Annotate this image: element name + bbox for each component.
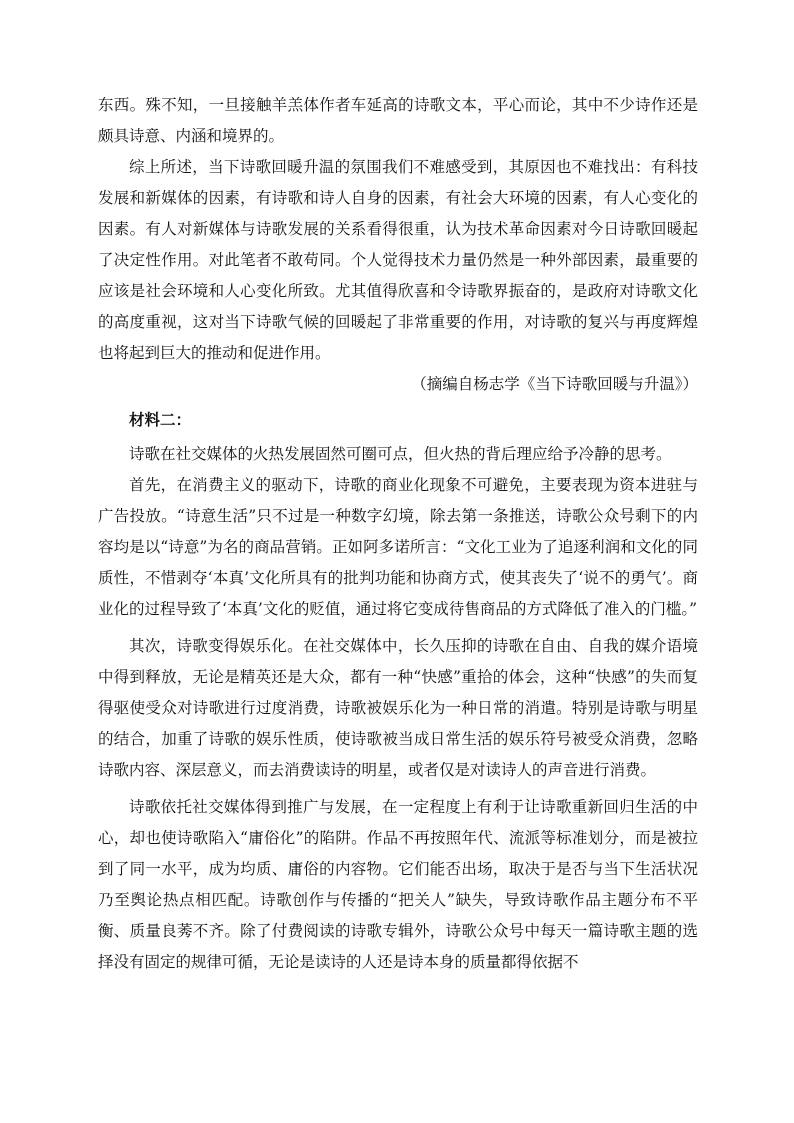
paragraph-summary: 综上所述，当下诗歌回暖升温的氛围我们不难感受到，其原因也不难找出：有科技发展和新媒体的因素，有诗歌和诗人自身的因素，有社会大环境的因素，有人心变化的因素。有人对新媒体与诗歌发展的关系看得很重，认为技术革命因素对今日诗歌回暖起了决定性作用。对此笔者不敢苟同。个人觉得技术力量仍然是一种外部因素，最重要的应该是社会环境和人心变化所致。尤其值得欣喜和令诗歌界振奋的，是政府对诗歌文化的高度重视，这对当下诗歌气候的回暖起了非常重要的作用，对诗歌的复兴与再度辉煌也将起到巨大的推动和促进作用。 xyxy=(98,158,698,362)
paragraph-continuation: 东西。殊不知，一旦接触羊羔体作者车延高的诗歌文本，平心而论，其中不少诗作还是颇具诗意、内涵和境界的。 xyxy=(98,96,698,145)
document-body xyxy=(98,90,698,978)
paragraph-entertainment: 其次，诗歌变得娱乐化。在社交媒体中，长久压抑的诗歌在自由、自我的媒介语境中得到释放，无论是精英还是大众，都有一种“快感”重拾的体会，这种“快感”的失而复得驱使受众对诗歌进行过度消费，诗歌被娱乐化为一种日常的消遣。特别是诗歌与明星的结合，加重了诗歌的娱乐性质，使诗歌被当成日常生活的娱乐符号被受众消费，忽略诗歌内容、深层意义，而去消费读诗的明星，或者仅是对读诗人的声音进行消费。 xyxy=(98,637,698,779)
paragraph-intro: 诗歌在社交媒体的火热发展固然可圈可点，但火热的背后理应给予冷静的思考。 xyxy=(129,445,672,463)
paragraph-vulgarization: 诗歌依托社交媒体得到推广与发展，在一定程度上有利于让诗歌重新回归生活的中心，却也使诗歌陷入“庸俗化”的陷阱。作品不再按照年代、流派等标准划分，而是被拉到了同一水平，成为均质、庸俗的内容物。它们能否出场，取决于是否与当下生活状况乃至舆论热点相匹配。诗歌创作与传播的“把关人”缺失，导致诗歌作品主题分布不平衡、质量良莠不齐。除了付费阅读的诗歌专辑外，诗歌公众号中每天一篇诗歌主题的选择没有固定的规律可循，无论是读诗的人还是诗本身的质量都得依据不 xyxy=(98,798,698,971)
paragraph-commercialization: 首先，在消费主义的驱动下，诗歌的商业化现象不可避免，主要表现为资本进驻与广告投放。“诗意生活”只不过是一种数字幻境，除去第一条推送，诗歌公众号剩下的内容均是以“诗意”为名的商品营销。正如阿多诺所言：“文化工业为了追逐利润和文化的同质性，不惜剥夺‘本真’文化所具有的批判功能和协商方式，使其丧失了‘说不的勇气’。商业化的过程导致了‘本真’文化的贬值，通过将它变成待售商品的方式降低了准入的门槛。” xyxy=(98,476,698,618)
section-heading-material-two: 材料二： xyxy=(129,410,192,429)
source-citation: （摘编自杨志学《当下诗歌回暖与升温》） xyxy=(411,375,698,393)
